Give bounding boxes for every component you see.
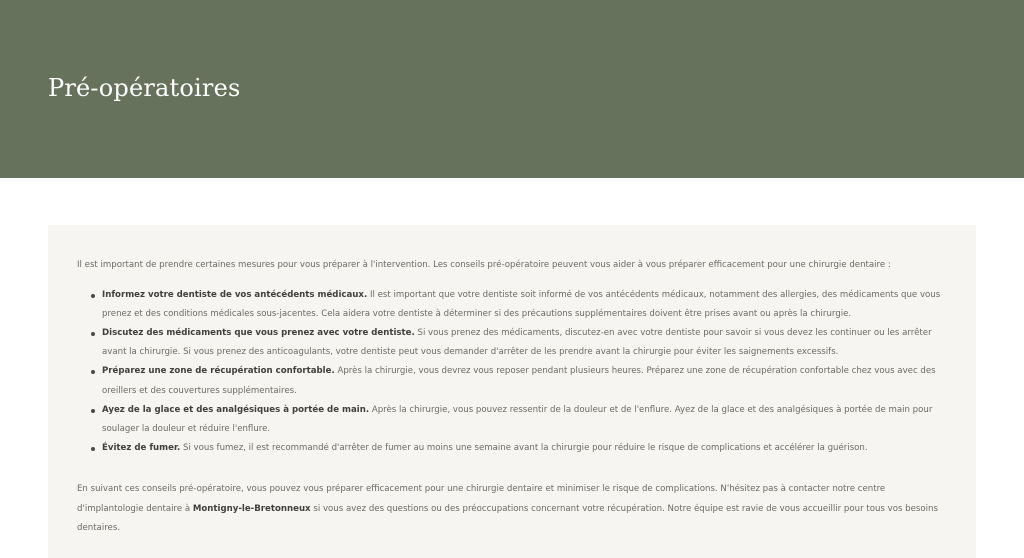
list-item xyxy=(102,324,946,362)
tip-title: Discutez des médicaments que vous prenez avec votre dentiste. xyxy=(102,327,415,338)
closing-text-before: En suivant ces conseils pré-opératoire, vous pouvez vous préparer efficacement pour une chirurgie dentaire et minimiser le risque de complications. N'hésitez pas à contacter notre centre d'implantologie dentaire à xyxy=(77,484,886,514)
list-item xyxy=(102,401,946,439)
tip-text: Il est important que votre dentiste soit informé de vos antécédents médicaux, notamment des allergies, des médicaments que vous prenez et des conditions médicales sous-jacentes. Cela aidera votre dentiste à déterminer si des précautions supplémentaires doivent être prises avant ou après la chirurgie. xyxy=(102,289,941,319)
intro-paragraph: Il est important de prendre certaines mesures pour vous préparer à l'intervention. Les conseils pré-opératoire peuvent vous aider à vous préparer efficacement pour une chirurgie dentaire : xyxy=(77,260,891,270)
list-item xyxy=(102,439,946,458)
list-item xyxy=(102,286,946,324)
tip-title: Informez votre dentiste de vos antécédents médicaux. xyxy=(102,289,368,300)
content-card xyxy=(48,225,976,558)
closing-text-after: si vous avez des questions ou des préoccupations concernant votre récupération. Notre équipe est ravie de vous accueillir pour tous vos besoins dentaires. xyxy=(77,503,938,534)
tip-text: Après la chirurgie, vous pouvez ressentir de la douleur et de l'enflure. Ayez de la glace et des analgésiques à portée de main pour soulager la douleur et réduire l'enflure. xyxy=(102,404,933,434)
tip-title: Préparez une zone de récupération confortable. xyxy=(102,366,335,377)
tip-text: Si vous prenez des médicaments, discutez-en avec votre dentiste pour savoir si vous devez les continuer ou les arrêter avant la chirurgie. Si vous prenez des anticoagulants, votre dentiste peut vous demander d'arrêter de les prendre avant la chirurgie pour éviter les saignements excessifs. xyxy=(102,327,932,358)
tip-text: Après la chirurgie, vous devrez vous reposer pendant plusieurs heures. Préparez une zone de récupération confortable chez vous avec des oreillers et des couvertures supplémentaires. xyxy=(102,366,936,396)
closing-paragraph xyxy=(77,480,946,539)
tip-title: Évitez de fumer. xyxy=(102,443,181,454)
location-name: Montigny-le-Bretonneux xyxy=(192,503,311,514)
list-item xyxy=(102,362,946,400)
page-hero xyxy=(0,0,1024,178)
tip-text: Si vous fumez, il est recommandé d'arrêter de fumer au moins une semaine avant la chirurgie pour réduire le risque de complications et accélérer la guérison. xyxy=(182,443,868,454)
preoperative-tips-list xyxy=(77,286,946,459)
tip-title: Ayez de la glace et des analgésiques à portée de main. xyxy=(102,404,370,415)
page-title: Pré-opératoires xyxy=(48,74,241,102)
